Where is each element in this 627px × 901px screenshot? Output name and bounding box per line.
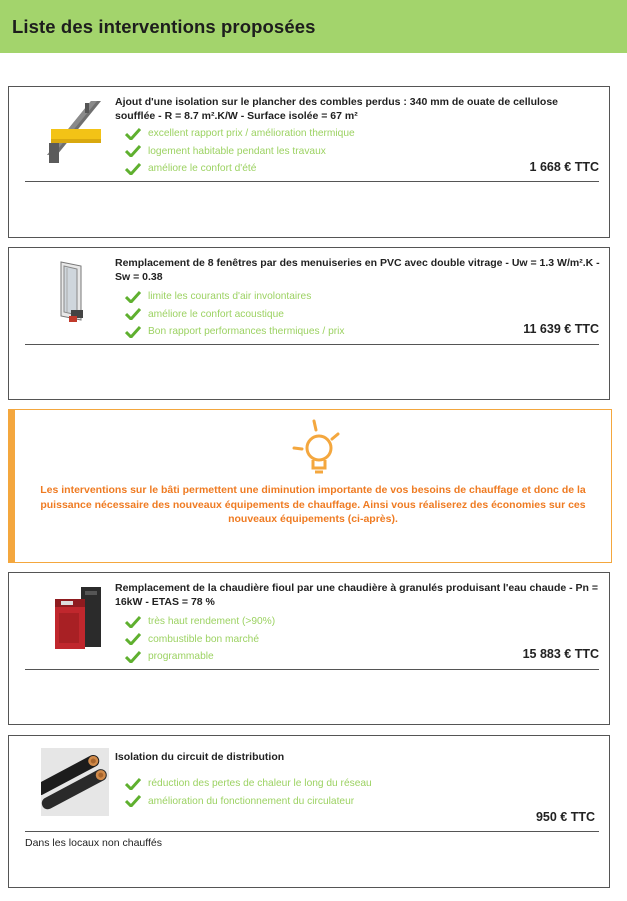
benefit-item: amélioration du fonctionnement du circulateur (125, 793, 372, 811)
benefit-list (125, 288, 344, 341)
lightbulb-icon (288, 418, 350, 480)
info-text: Les interventions sur le bâti permettent une diminution importante de vos besoins de chauffage et donc de la puissance nécessaire des nouveaux équipements de chauffage. Ainsi vous réaliserez des économies sur ces nouveaux équipements (ci-après). (40, 484, 586, 525)
benefit-item: combustible bon marché (125, 631, 275, 649)
pipe-insulation-icon (41, 748, 109, 816)
intervention-title: Isolation du circuit de distribution (115, 751, 285, 763)
intervention-card-windows (8, 247, 610, 400)
intervention-note: Dans les locaux non chauffés (25, 837, 162, 849)
check-icon (125, 163, 141, 175)
check-icon (125, 651, 141, 663)
check-icon (125, 616, 141, 628)
benefit-list (125, 613, 275, 666)
check-icon (125, 633, 141, 645)
divider (25, 181, 599, 182)
info-box (8, 409, 612, 563)
benefit-item: réduction des pertes de chaleur le long du réseau (125, 775, 372, 793)
pvc-window-icon (55, 260, 91, 322)
intervention-price: 950 € TTC (535, 810, 595, 824)
benefit-item: Bon rapport performances thermiques / prix (125, 323, 344, 341)
intervention-card-pipes (8, 735, 610, 888)
page-title: Liste des interventions proposées (12, 16, 316, 37)
divider (25, 669, 599, 670)
benefit-item: limite les courants d'air involontaires (125, 288, 344, 306)
divider (25, 344, 599, 345)
check-icon (125, 291, 141, 303)
check-icon (125, 308, 141, 320)
intervention-price: 11 639 € TTC (523, 322, 599, 336)
divider (25, 831, 599, 832)
check-icon (125, 795, 141, 807)
benefit-list (125, 125, 355, 178)
check-icon (125, 128, 141, 140)
intervention-title: Remplacement de la chaudière fioul par une chaudière à granulés produisant l'eau chaude - Pn = 16kW - ETAS = 78 % (115, 582, 598, 608)
benefit-item: logement habitable pendant les travaux (125, 143, 355, 161)
intervention-price: 15 883 € TTC (522, 647, 599, 661)
intervention-title: Remplacement de 8 fenêtres par des menuiseries en PVC avec double vitrage - Uw = 1.3 W/m².K - Sw = 0.38 (115, 257, 600, 283)
benefit-list (125, 775, 372, 810)
check-icon (125, 778, 141, 790)
benefit-item: excellent rapport prix / amélioration thermique (125, 125, 355, 143)
benefit-item: très haut rendement (>90%) (125, 613, 275, 631)
pellet-boiler-icon (49, 585, 105, 651)
intervention-card-attic (8, 86, 610, 238)
benefit-item: améliore le confort acoustique (125, 306, 344, 324)
benefit-item: programmable (125, 648, 275, 666)
check-icon (125, 326, 141, 338)
benefit-item: améliore le confort d'été (125, 160, 355, 178)
attic-insulation-icon (39, 93, 109, 163)
intervention-title: Ajout d'une isolation sur le plancher des combles perdus : 340 mm de ouate de cellulose soufflée - R = 8.7 m².K/W - Surface isolée = 67 m² (115, 96, 559, 122)
page-header (0, 0, 627, 53)
check-icon (125, 145, 141, 157)
intervention-price: 1 668 € TTC (529, 160, 599, 174)
intervention-card-boiler (8, 572, 610, 725)
